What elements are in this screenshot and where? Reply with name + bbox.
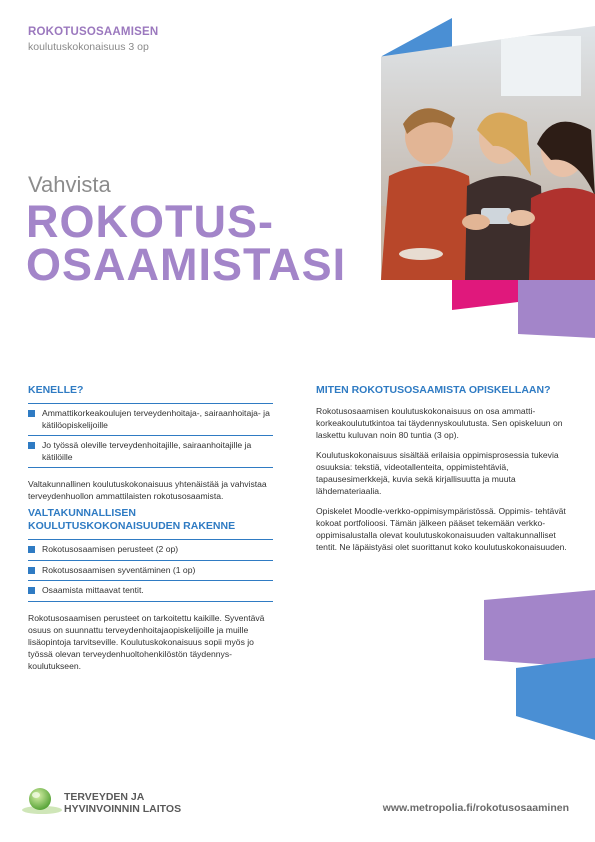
- kenelle-heading: KENELLE?: [28, 384, 84, 396]
- miten-paragraph-2: Koulutuskokonaisuus sisältää erilaisia oppimisprosessia tukevia osuuksia: tekstiä, videotallenteita, oppimistehtäviä, tapausesimerkkejä, kuvia sekä kirjallisuutta ja muuta lähdemateriaalia.: [316, 450, 559, 496]
- kenelle-list: [28, 403, 273, 468]
- blue-block: [516, 658, 595, 740]
- section-kenelle: [28, 384, 273, 510]
- square-bullet-icon: [28, 442, 35, 449]
- hero-lead: Vahvista: [28, 172, 111, 197]
- list-item: Ammattikorkeakoulujen terveydenhoitaja-, sairaanhoitaja- ja kätilöopiskelijoille: [28, 404, 273, 436]
- kenelle-paragraph: Valtakunnallinen koulutuskokonaisuus yhtenäistää ja vahvistaa terveydenhuollon ammattilaisten rokotusosaamista.: [28, 479, 267, 501]
- footer-url-link[interactable]: www.metropolia.fi/rokotusosaaminen: [382, 802, 569, 814]
- square-bullet-icon: [28, 546, 35, 553]
- brochure-kicker: ROKOTUSOSAAMISEN: [28, 26, 159, 38]
- hero-headline: [26, 196, 347, 290]
- square-bullet-icon: [28, 587, 35, 594]
- square-bullet-icon: [28, 410, 35, 417]
- thl-logo-icon: [18, 786, 62, 816]
- rakenne-list: [28, 539, 273, 602]
- decorative-shapes-bottom: [478, 590, 595, 750]
- brochure-kicker-subtitle: koulutuskokonaisuus 3 op: [28, 41, 149, 53]
- miten-paragraph-1: Rokotusosaamisen koulutuskokonaisuus on osa ammatti- korkeakoulututkintoa tai täydennyskoulutusta. Sen opiskeluun on laskettu kuluvan noin 80 tuntia (3 op).: [316, 406, 563, 440]
- rakenne-heading: VALTAKUNNALLISEN KOULUTUSKOKONAISUUDEN RAKENNE: [28, 507, 236, 532]
- section-miten: [316, 384, 571, 561]
- list-item: Osaamista mittaavat tentit.: [28, 581, 273, 602]
- purple-block: [484, 590, 595, 668]
- thl-logo-text: TERVEYDEN JA HYVINVOINNIN LAITOS: [64, 791, 182, 815]
- headline-line-2: OSAAMISTASI: [26, 239, 347, 290]
- miten-heading: MITEN ROKOTUSOSAAMISTA OPISKELLAAN?: [316, 384, 551, 396]
- list-item: Rokotusosaamisen perusteet (2 op): [28, 540, 273, 561]
- miten-paragraph-3: Opiskelet Moodle-verkko-oppimisympäristössä. Oppimis- tehtävät kokoat portfolioosi. Tämän jälkeen pääset tekemään verkko-oppimisalustalla olevat koulutuskokonaisuuden valtakunnalliset tentit. Ne läpäistyäsi olet suorittanut koko koulutuskokonaisuuden.: [316, 506, 567, 552]
- list-item: Jo työssä oleville terveydenhoitajille, sairaanhoitajille ja kätilöille: [28, 436, 273, 468]
- list-item: Rokotusosaamisen syventäminen (1 op): [28, 561, 273, 582]
- students-photo: [381, 26, 595, 280]
- square-bullet-icon: [28, 567, 35, 574]
- rakenne-paragraph: Rokotusosaamisen perusteet on tarkoitettu kaikille. Syventävä osuus on suunnattu terveydenhoitajaopiskelijoille ja muille lisäopintoja tarvitseville. Koulutuskokonaisuus sopii myös jo työssä olevan terveydenhuoltohenkilöstön täydennys- koulutukseen.: [28, 612, 265, 671]
- headline-line-1: ROKOTUS-: [26, 196, 274, 247]
- section-rakenne: [28, 507, 273, 680]
